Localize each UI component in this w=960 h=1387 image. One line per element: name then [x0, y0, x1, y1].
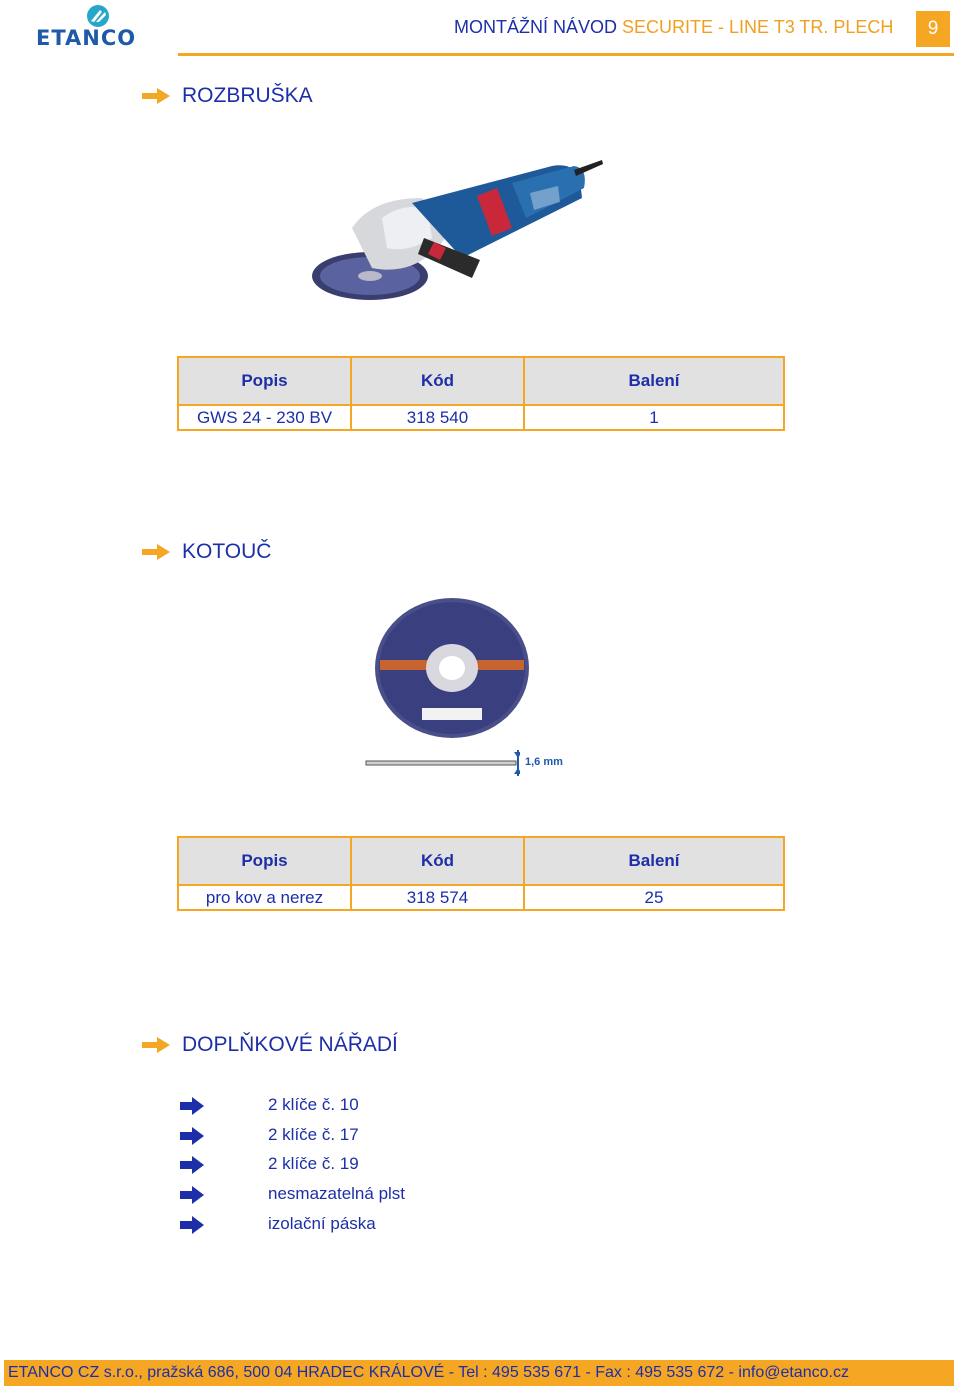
cutting-disc-image: [374, 598, 530, 740]
arrow-right-bullet-icon: [180, 1156, 204, 1174]
list-item-label: 2 klíče č. 10: [268, 1095, 359, 1114]
header-cell-packaging: Balení: [524, 357, 784, 405]
list-item-label: 2 klíče č. 17: [268, 1125, 359, 1144]
cell-packaging: 1: [524, 405, 784, 430]
disc-spec-table: [177, 836, 785, 911]
header-cell-code: Kód: [351, 357, 524, 405]
list-item-label: 2 klíče č. 19: [268, 1154, 359, 1173]
arrow-right-bullet-icon: [180, 1127, 204, 1145]
list-item-label: izolační páska: [268, 1214, 376, 1233]
table-row: [178, 885, 784, 910]
section-heading-label: KOTOUČ: [182, 540, 272, 563]
table-row: [178, 405, 784, 430]
cell-description: pro kov a nerez: [178, 885, 351, 910]
document-title: [454, 17, 893, 38]
header-cell-description: Popis: [178, 357, 351, 405]
table-header-row: [178, 357, 784, 405]
logo-text: ETANCO: [36, 26, 137, 50]
page-number-badge: 9: [916, 11, 950, 47]
footer-contact-bar: ETANCO CZ s.r.o., pražská 686, 500 04 HRADEC KRÁLOVÉ - Tel : 495 535 671 - Fax : 495 535 672 - info@etanco.cz: [4, 1360, 954, 1386]
arrow-right-bullet-icon: [180, 1097, 204, 1115]
header-cell-packaging: Balení: [524, 837, 784, 885]
title-orange: SECURITE - LINE T3 TR. PLECH: [622, 17, 894, 37]
cell-code: 318 574: [351, 885, 524, 910]
arrow-right-bullet-icon: [180, 1186, 204, 1204]
cell-code: 318 540: [351, 405, 524, 430]
header-cell-code: Kód: [351, 837, 524, 885]
header-divider: [178, 53, 954, 56]
header-cell-description: Popis: [178, 837, 351, 885]
cell-description: GWS 24 - 230 BV: [178, 405, 351, 430]
arrow-right-icon: [142, 544, 170, 560]
section-heading-label: ROZBRUŠKA: [182, 84, 313, 107]
grinder-spec-table: [177, 356, 785, 431]
angle-grinder-image: [312, 158, 604, 304]
arrow-right-icon: [142, 88, 170, 104]
etanco-logo: [36, 4, 154, 50]
disc-profile-icon: [364, 750, 520, 776]
disc-thickness-label: 1,6 mm: [525, 756, 563, 768]
arrow-right-icon: [142, 1037, 170, 1053]
cell-packaging: 25: [524, 885, 784, 910]
section-heading-label: DOPLŇKOVÉ NÁŘADÍ: [182, 1033, 398, 1056]
arrow-right-bullet-icon: [180, 1216, 204, 1234]
table-header-row: [178, 837, 784, 885]
list-item-label: nesmazatelná plst: [268, 1184, 406, 1203]
title-blue: MONTÁŽNÍ NÁVOD: [454, 17, 618, 37]
